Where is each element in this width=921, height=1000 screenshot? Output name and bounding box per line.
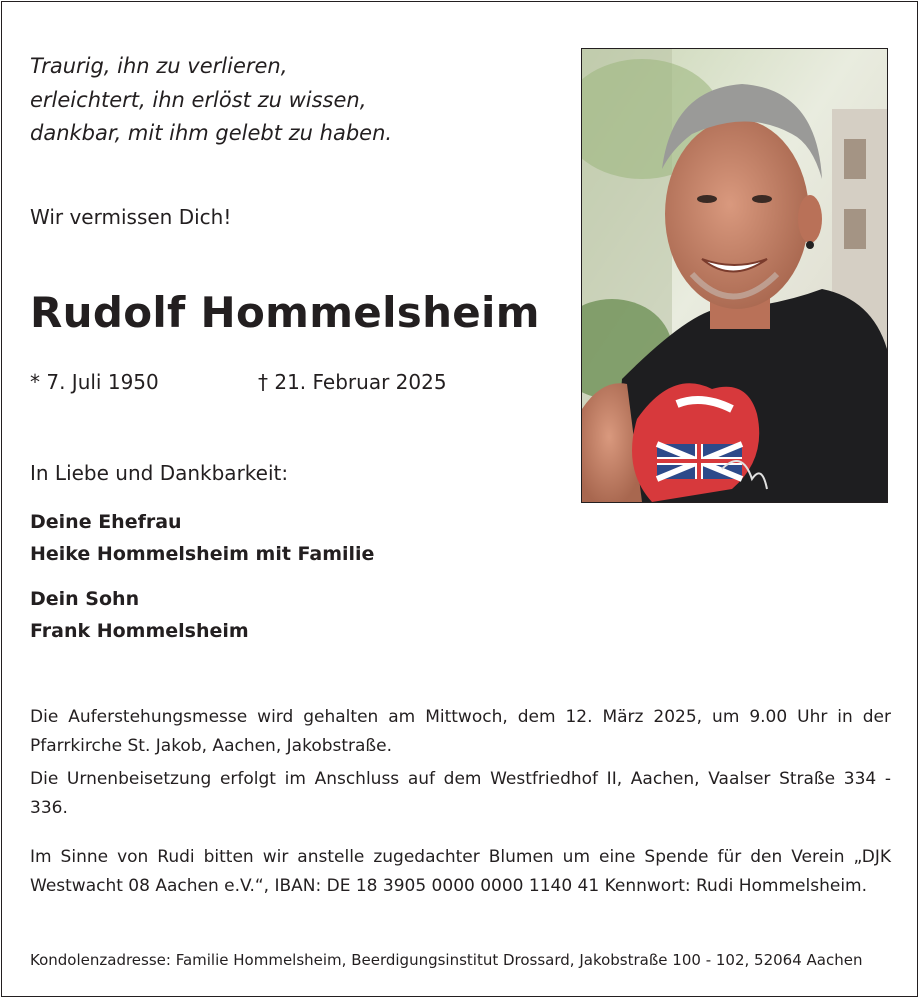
- mourner-group-son: [30, 583, 249, 647]
- mass-info-paragraph: Die Auferstehungsmesse wird gehalten am Mittwoch, dem 12. März 2025, um 9.00 Uhr in der Pfarrkirche St. Jakob, Aachen, Jakobstraße.: [30, 707, 891, 756]
- miss-you-text: Wir vermissen Dich!: [30, 205, 232, 229]
- love-gratitude-text: In Liebe und Dankbarkeit:: [30, 461, 289, 485]
- burial-info-paragraph: Die Urnenbeisetzung erfolgt im Anschluss auf dem Westfriedhof II, Aachen, Vaalser Straße 334 - 336.: [30, 769, 891, 818]
- memorial-quote: [30, 50, 392, 151]
- quote-line-1: Traurig, ihn zu verlieren,: [30, 54, 288, 78]
- portrait-illustration: [582, 49, 887, 502]
- death-date: † 21. Februar 2025: [258, 370, 447, 394]
- mourner-group-wife: [30, 506, 374, 570]
- birth-date: * 7. Juli 1950: [30, 370, 159, 394]
- quote-line-3: dankbar, mit ihm gelebt zu haben.: [30, 121, 393, 145]
- portrait-photo: [581, 48, 888, 503]
- mourner-name: Heike Hommelsheim mit Familie: [30, 543, 375, 565]
- condolence-address: Kondolenzadresse: Familie Hommelsheim, Beerdigungsinstitut Drossard, Jakobstraße 100 - 102, 52064 Aachen: [30, 951, 863, 969]
- quote-line-2: erleichtert, ihn erlöst zu wissen,: [30, 87, 367, 112]
- mourner-name: Frank Hommelsheim: [30, 620, 249, 642]
- mourner-relation: Deine Ehefrau: [30, 511, 182, 533]
- deceased-name: Rudolf Hommelsheim: [30, 288, 540, 337]
- donation-info-paragraph: Im Sinne von Rudi bitten wir anstelle zugedachter Blumen um eine Spende für den Verein „DJK Westwacht 08 Aachen e.V.“, IBAN: DE 18 3905 0000 0000 1140 41 Kennwort: Rudi Hommelsheim.: [30, 847, 891, 896]
- mourner-relation: Dein Sohn: [30, 588, 140, 610]
